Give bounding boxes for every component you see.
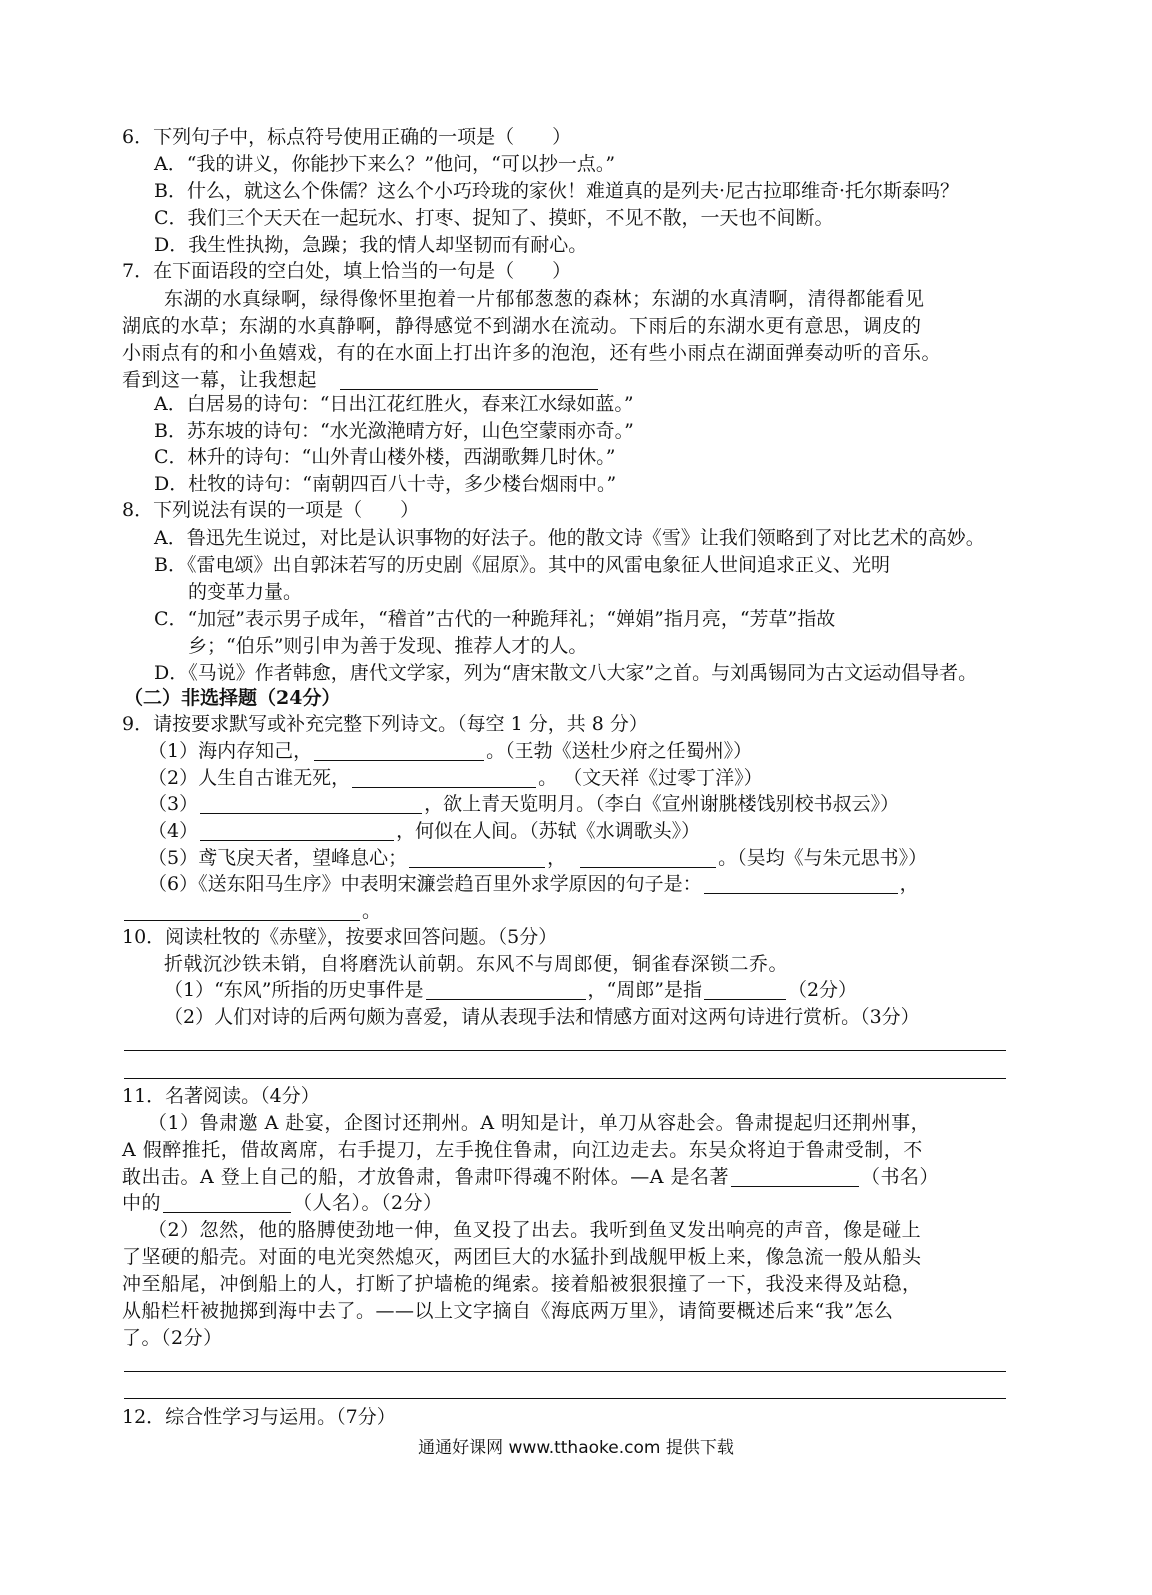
q6-option-d: D．我生性执拗，急躁；我的情人却坚韧而有耐心。 bbox=[154, 234, 588, 256]
q11-passage-line: 了。（2分） bbox=[122, 1327, 223, 1349]
q10-poem: 折戟沉沙铁未销，自将磨洗认前朝。东风不与周郎便，铜雀春深锁二乔。 bbox=[164, 953, 789, 975]
q7-passage-text: 看到这一幕，让我想起 bbox=[122, 369, 318, 391]
q6-option-a: A．“我的讲义，你能抄下来么？”他问，“可以抄一点。” bbox=[154, 153, 616, 175]
q6-option-c: C．我们三个天天在一起玩水、打枣、捉知了、摸虾，不见不散，一天也不间断。 bbox=[154, 207, 834, 229]
q10-item-2: （2）人们对诗的后两句颇为喜爱，请从表现手法和情感方面对这两句诗进行赏析。（3分） bbox=[164, 1006, 920, 1028]
q11-passage-line: 从船栏杆被抛掷到海中去了。——以上文字摘自《海底两万里》，请简要概述后来“我”怎么 bbox=[122, 1300, 894, 1322]
q9-item-5-text: （5）鸢飞戾天者，望峰息心； bbox=[148, 847, 408, 869]
q9-item-6-cont bbox=[122, 898, 381, 924]
q9-blank-3[interactable] bbox=[200, 793, 422, 814]
q11-passage-line: （1）鲁肃邀 A 赴宴，企图讨还荆州。A 明知是计，单刀从容赴会。鲁肃提起归还荆州事， bbox=[148, 1112, 931, 1134]
q8-option-c-cont: 乡；“伯乐”则引申为善于发现、推荐人才的人。 bbox=[188, 635, 588, 657]
answer-line[interactable] bbox=[124, 1398, 1006, 1399]
q9-stem: 9．请按要求默写或补充完整下列诗文。（每空 1 分，共 8 分） bbox=[122, 713, 648, 735]
q7-passage-line: 东湖的水真绿啊，绿得像怀里抱着一片郁郁葱葱的森林；东湖的水真清啊，清得都能看见 bbox=[164, 288, 925, 310]
q9-blank-6b[interactable] bbox=[124, 900, 360, 921]
answer-line[interactable] bbox=[124, 1050, 1006, 1051]
q12-stem: 12．综合性学习与运用。（7分） bbox=[122, 1406, 396, 1428]
q7-option-c: C．林升的诗句：“山外青山楼外楼，西湖歌舞几时休。” bbox=[154, 446, 616, 468]
q8-option-a: A．鲁迅先生说过，对比是认识事物的好法子。他的散文诗《雪》让我们领略到了对比艺术的高妙。 bbox=[154, 527, 985, 549]
q11-passage-line: 了坚硬的船壳。对面的电光突然熄灭，两团巨大的水猛扑到战舰甲板上来，像急流一般从船头 bbox=[122, 1246, 922, 1268]
q8-option-c: C．“加冠”表示男子成年，“稽首”古代的一种跪拜礼；“婵娟”指月亮，“芳草”指故 bbox=[154, 608, 836, 630]
q10-item-1-text: （1）“东风”所指的历史事件是 bbox=[164, 979, 424, 1001]
q9-item-3-source: ，欲上青天览明月。（李白《宣州谢朓楼饯别校书叔云》） bbox=[424, 793, 900, 815]
q11-passage-text: 中的 bbox=[122, 1192, 162, 1214]
q11-person-blank[interactable] bbox=[163, 1192, 291, 1213]
q7-answer-blank[interactable] bbox=[340, 369, 598, 390]
q9-item-2 bbox=[148, 765, 763, 791]
q9-item-6 bbox=[148, 871, 919, 897]
q9-item-1-source: 。（王勃《送杜少府之任蜀州》） bbox=[486, 740, 753, 762]
q9-item-4 bbox=[148, 818, 700, 844]
q9-item-5-comma: ， bbox=[547, 847, 567, 869]
q9-blank-5b[interactable] bbox=[580, 847, 716, 868]
q7-option-a: A．白居易的诗句：“日出江花红胜火，春来江水绿如蓝。” bbox=[154, 393, 634, 415]
q8-option-b-cont: 的变革力量。 bbox=[188, 581, 303, 603]
q11-passage-line bbox=[122, 1164, 939, 1190]
q7-option-b: B．苏东坡的诗句：“水光潋滟晴方好，山色空蒙雨亦奇。” bbox=[154, 420, 634, 442]
q9-item-2-source: 。 （文天祥《过零丁洋》） bbox=[538, 767, 763, 789]
q9-item-5 bbox=[148, 845, 927, 871]
q7-passage-line: 小雨点有的和小鱼嬉戏，有的在水面上打出许多的泡泡，还有些小雨点在湖面弹奏动听的音乐。 bbox=[122, 342, 942, 364]
q9-item-6-comma: ， bbox=[899, 873, 919, 895]
q10-item-1-text2: ，“周郎”是指 bbox=[587, 979, 702, 1001]
q10-blank-1[interactable] bbox=[426, 979, 586, 1000]
q11-passage-line: （2）忽然，他的胳膊使劲地一伸，鱼叉投了出去。我听到鱼叉发出响亮的声音，像是碰上 bbox=[148, 1219, 922, 1241]
q8-option-d: D．《马说》作者韩愈，唐代文学家，列为“唐宋散文八大家”之首。与刘禹锡同为古文运动倡导者。 bbox=[154, 662, 978, 684]
q9-blank-1[interactable] bbox=[314, 740, 484, 761]
q11-passage-line bbox=[122, 1190, 443, 1216]
q9-item-5-source: 。（吴均《与朱元思书》） bbox=[718, 847, 928, 869]
q9-item-4-source: ，何似在人间。（苏轼《水调歌头》） bbox=[396, 820, 701, 842]
q10-item-1 bbox=[164, 977, 857, 1003]
q9-item-4-text: （4） bbox=[148, 820, 199, 842]
q9-blank-4[interactable] bbox=[200, 820, 394, 841]
q9-blank-6a[interactable] bbox=[704, 873, 898, 894]
q7-passage-line: 湖底的水草；东湖的水真静啊，静得感觉不到湖水在流动。下雨后的东湖水更有意思，调皮的 bbox=[122, 315, 922, 337]
q11-book-blank[interactable] bbox=[731, 1166, 859, 1187]
q9-item-1 bbox=[148, 738, 752, 764]
q11-stem: 11．名著阅读。（4分） bbox=[122, 1085, 320, 1107]
q8-stem: 8．下列说法有误的一项是（ ） bbox=[122, 499, 420, 521]
q7-option-d: D．杜牧的诗句：“南朝四百八十寺，多少楼台烟雨中。” bbox=[154, 473, 617, 495]
q10-blank-2[interactable] bbox=[704, 979, 786, 1000]
q9-blank-5a[interactable] bbox=[409, 847, 545, 868]
q11-passage-line: A 假醉推托，借故离席，右手提刀，左手挽住鲁肃，向江边走去。东吴众将迫于鲁肃受制，不 bbox=[122, 1139, 923, 1161]
q6-option-b: B．什么，就这么个侏儒？这么个小巧玲珑的家伙！难道真的是列夫·尼古拉耶维奇·托尔斯泰吗？ bbox=[154, 180, 960, 202]
q10-stem: 10．阅读杜牧的《赤壁》，按要求回答问题。（5分） bbox=[122, 926, 558, 948]
q6-stem: 6．下列句子中，标点符号使用正确的一项是（ ） bbox=[122, 126, 572, 148]
q11-passage-line: 冲至船尾，冲倒船上的人，打断了护墙桅的绳索。接着船被狠狠撞了一下，我没来得及站稳， bbox=[122, 1273, 922, 1295]
q11-passage-text: 敢出击。A 登上自己的船，才放鲁肃，鲁肃吓得魂不附体。—A 是名著 bbox=[122, 1166, 730, 1188]
q8-option-b: B．《雷电颂》出自郭沫若写的历史剧《屈原》。其中的风雷电象征人世间追求正义、光明 bbox=[154, 554, 890, 576]
answer-line[interactable] bbox=[124, 1371, 1006, 1372]
q9-item-3 bbox=[148, 791, 899, 817]
q10-item-1-score: （2分） bbox=[787, 979, 858, 1001]
q9-item-1-text: （1）海内存知己， bbox=[148, 740, 313, 762]
answer-line[interactable] bbox=[124, 1078, 1006, 1079]
q7-stem: 7．在下面语段的空白处，填上恰当的一句是（ ） bbox=[122, 260, 572, 282]
q11-person-label: （人名）。（2分） bbox=[293, 1192, 443, 1214]
section-heading: （二）非选择题（24分） bbox=[124, 687, 341, 709]
q9-item-2-text: （2）人生自古谁无死， bbox=[148, 767, 351, 789]
q9-item-6-text: （6）《送东阳马生序》中表明宋濂尝趋百里外求学原因的句子是： bbox=[148, 873, 702, 895]
q9-blank-2[interactable] bbox=[352, 767, 536, 788]
q9-item-6-end: 。 bbox=[362, 900, 382, 922]
footer-credit: 通通好课网 www.tthaoke.com 提供下载 bbox=[418, 1438, 734, 1458]
q9-item-3-text: （3） bbox=[148, 793, 199, 815]
q7-passage-line bbox=[122, 367, 600, 393]
q11-book-label: （书名） bbox=[861, 1166, 940, 1188]
